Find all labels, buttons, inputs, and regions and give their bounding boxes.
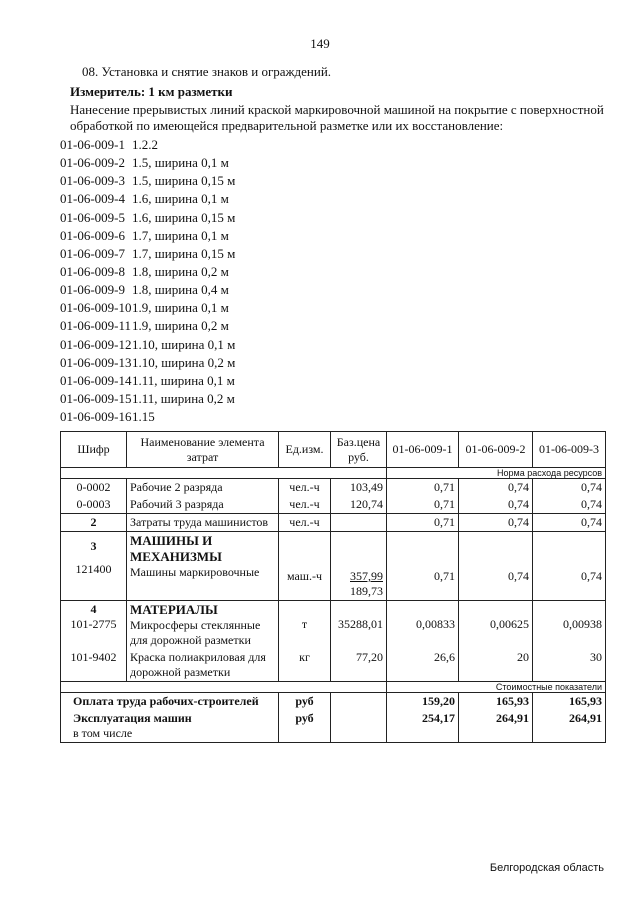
norms-note-spacer — [61, 468, 387, 479]
rate-code: 01-06-009-12 — [60, 336, 132, 352]
row-price-secondary: 189,73 — [350, 584, 383, 598]
machines-value-2-cell — [459, 532, 533, 601]
machines-value-3-cell — [533, 532, 606, 601]
rate-code: 01-06-009-11 — [60, 318, 132, 334]
table-row — [61, 514, 606, 532]
row-price: 357,99 — [350, 569, 383, 583]
rate-code-text: 1.15 — [132, 409, 155, 425]
row-code: 121400 — [75, 562, 112, 576]
measure-unit: Измеритель: 1 км разметки — [70, 84, 233, 99]
work-description: Нанесение прерывистых линий краской маркировочной машиной на покрытие с поверхностной обработкой по имеющейся предварительной разметке или их восстановление: — [70, 102, 604, 133]
rate-code: 01-06-009-9 — [60, 282, 125, 298]
rate-code: 01-06-009-7 — [60, 245, 125, 261]
cost-note: Стоимостные показатели — [387, 682, 606, 693]
row-name: Затраты труда машинистов — [127, 514, 279, 532]
row-price — [331, 514, 387, 532]
row-value-3: 30 — [533, 649, 606, 682]
including-label: в том числе — [73, 726, 133, 740]
rate-code-list — [60, 136, 235, 426]
group-title: МАШИНЫ И МЕХАНИЗМЫ — [130, 533, 222, 564]
rate-code-item — [60, 372, 235, 390]
rate-code-text: 1.11, ширина 0,1 м — [132, 372, 235, 388]
row-value-1: 0,00833 — [416, 617, 455, 631]
rate-code-text: 1.10, ширина 0,1 м — [132, 336, 236, 352]
row-value-2: 0,74 — [459, 496, 533, 514]
row-name: Микросферы стеклянные для дорожной разметки — [130, 618, 261, 647]
total-price — [331, 693, 387, 711]
machines-price-cell — [331, 532, 387, 601]
machines-code-cell — [61, 532, 127, 601]
rate-code: 01-06-009-5 — [60, 209, 125, 225]
materials-value-1-cell — [387, 601, 459, 650]
rate-code-item — [60, 136, 235, 154]
total-value-1: 254,17 — [387, 710, 459, 743]
row-unit: т — [301, 617, 308, 631]
totals-row — [61, 710, 606, 743]
row-code: 2 — [61, 514, 127, 532]
row-value-2: 0,74 — [459, 479, 533, 497]
row-value-3: 0,74 — [533, 496, 606, 514]
row-price: 103,49 — [331, 479, 387, 497]
rate-code: 01-06-009-14 — [60, 372, 132, 388]
materials-value-2-cell — [459, 601, 533, 650]
row-price: 77,20 — [331, 649, 387, 682]
rate-code-text: 1.8, ширина 0,2 м — [132, 263, 229, 279]
total-label: Оплата труда рабочих-строителей — [73, 694, 259, 708]
rate-code-text: 1.5, ширина 0,1 м — [132, 155, 229, 171]
rate-code: 01-06-009-2 — [60, 155, 125, 171]
rate-code: 01-06-009-10 — [60, 300, 132, 316]
total-name — [61, 693, 279, 711]
row-value-1: 0,71 — [387, 496, 459, 514]
totals-row — [61, 693, 606, 711]
table-header-row — [61, 432, 606, 468]
row-name: Машины маркировочные — [130, 565, 260, 579]
rate-code-text: 1.11, ширина 0,2 м — [132, 390, 235, 406]
rate-code-item — [60, 317, 235, 335]
rate-code: 01-06-009-4 — [60, 191, 125, 207]
header-name: Наименование элемента затрат — [127, 432, 279, 468]
rate-code-text: 1.9, ширина 0,2 м — [132, 318, 229, 334]
rate-code-text: 1.5, ширина 0,15 м — [132, 173, 236, 189]
total-unit: руб — [279, 693, 331, 711]
header-unit: Ед.изм. — [279, 432, 331, 468]
table-row — [61, 479, 606, 497]
rate-code-item — [60, 154, 235, 172]
table-row — [61, 532, 606, 601]
rate-code-item — [60, 299, 235, 317]
total-name — [61, 710, 279, 743]
group-code: 4 — [90, 602, 97, 616]
header-col2: 01-06-009-2 — [459, 432, 533, 468]
rate-code-item — [60, 263, 235, 281]
materials-name-cell — [127, 601, 279, 650]
materials-value-3-cell — [533, 601, 606, 650]
rate-code-item — [60, 190, 235, 208]
total-value-2: 264,91 — [459, 710, 533, 743]
row-value-2: 20 — [459, 649, 533, 682]
rate-code: 01-06-009-13 — [60, 354, 132, 370]
row-value-3: 0,00938 — [563, 617, 602, 631]
norms-note: Норма расхода ресурсов — [387, 468, 606, 479]
rate-code-item — [60, 408, 235, 426]
row-price: 120,74 — [331, 496, 387, 514]
cost-note-row — [61, 682, 606, 693]
row-name: Краска полиакриловая для дорожной разметки — [127, 649, 279, 682]
rate-code: 01-06-009-16 — [60, 409, 132, 425]
total-unit: руб — [279, 710, 331, 743]
row-price: 35288,01 — [338, 617, 383, 631]
row-code: 0-0003 — [61, 496, 127, 514]
rate-code-text: 1.6, ширина 0,1 м — [132, 191, 229, 207]
row-code: 101-2775 — [70, 617, 117, 631]
row-name: Рабочие 2 разряда — [127, 479, 279, 497]
rate-code-text: 1.9, ширина 0,1 м — [132, 300, 229, 316]
table-row — [61, 496, 606, 514]
rate-code: 01-06-009-3 — [60, 173, 125, 189]
rate-code-item — [60, 281, 235, 299]
header-price: Баз.цена руб. — [331, 432, 387, 468]
header-code: Шифр — [61, 432, 127, 468]
row-value-2: 0,74 — [508, 569, 529, 583]
row-value-1: 26,6 — [387, 649, 459, 682]
table-row — [61, 601, 606, 650]
header-col3: 01-06-009-3 — [533, 432, 606, 468]
rate-code-text: 1.7, ширина 0,15 м — [132, 245, 236, 261]
rate-code-item — [60, 227, 235, 245]
row-value-1: 0,71 — [387, 514, 459, 532]
total-price — [331, 710, 387, 743]
section-title: 08. Установка и снятие знаков и ограждений. — [82, 64, 332, 79]
row-value-1: 0,71 — [434, 569, 455, 583]
rate-code-item — [60, 172, 235, 190]
table-row — [61, 649, 606, 682]
row-unit: кг — [279, 649, 331, 682]
total-label: Эксплуатация машин — [73, 711, 192, 725]
row-unit: чел.-ч — [279, 514, 331, 532]
rate-code-text: 1.6, ширина 0,15 м — [132, 209, 236, 225]
materials-unit-cell — [279, 601, 331, 650]
row-unit: маш.-ч — [286, 569, 323, 583]
rate-code: 01-06-009-1 — [60, 137, 125, 152]
row-value-2: 0,00625 — [490, 617, 529, 631]
rate-code-item — [60, 390, 235, 408]
total-value-3: 165,93 — [533, 693, 606, 711]
machines-unit-cell — [279, 532, 331, 601]
rate-code: 01-06-009-6 — [60, 227, 125, 243]
footer-region: Белгородская область — [489, 862, 604, 874]
rate-code-item — [60, 245, 235, 263]
row-unit: чел.-ч — [279, 479, 331, 497]
row-value-2: 0,74 — [459, 514, 533, 532]
machines-value-1-cell — [387, 532, 459, 601]
rate-code-text: 1.8, ширина 0,4 м — [132, 282, 229, 298]
rate-code-text: 1.10, ширина 0,2 м — [132, 354, 236, 370]
page-number: 149 — [310, 36, 330, 51]
materials-price-cell — [331, 601, 387, 650]
total-value-3: 264,91 — [533, 710, 606, 743]
row-name: Рабочий 3 разряда — [127, 496, 279, 514]
materials-code-cell — [61, 601, 127, 650]
machines-name-cell — [127, 532, 279, 601]
row-value-3: 0,74 — [581, 569, 602, 583]
group-title: МАТЕРИАЛЫ — [130, 602, 218, 617]
row-unit: чел.-ч — [279, 496, 331, 514]
row-code: 101-9402 — [61, 649, 127, 682]
rate-code: 01-06-009-15 — [60, 390, 132, 406]
row-value-1: 0,71 — [387, 479, 459, 497]
rate-code-text: 1.2.2 — [132, 137, 158, 152]
row-code: 0-0002 — [61, 479, 127, 497]
total-value-2: 165,93 — [459, 693, 533, 711]
row-value-3: 0,74 — [533, 514, 606, 532]
total-value-1: 159,20 — [387, 693, 459, 711]
rate-code-item — [60, 209, 235, 227]
header-col1: 01-06-009-1 — [387, 432, 459, 468]
row-value-3: 0,74 — [533, 479, 606, 497]
cost-note-spacer — [61, 682, 387, 693]
rate-code-text: 1.7, ширина 0,1 м — [132, 227, 229, 243]
resource-norms-table — [60, 431, 606, 743]
rate-code-item — [60, 354, 235, 372]
norms-note-row — [61, 468, 606, 479]
rate-code-item — [60, 336, 235, 354]
group-code: 3 — [90, 539, 97, 553]
rate-code: 01-06-009-8 — [60, 263, 125, 279]
